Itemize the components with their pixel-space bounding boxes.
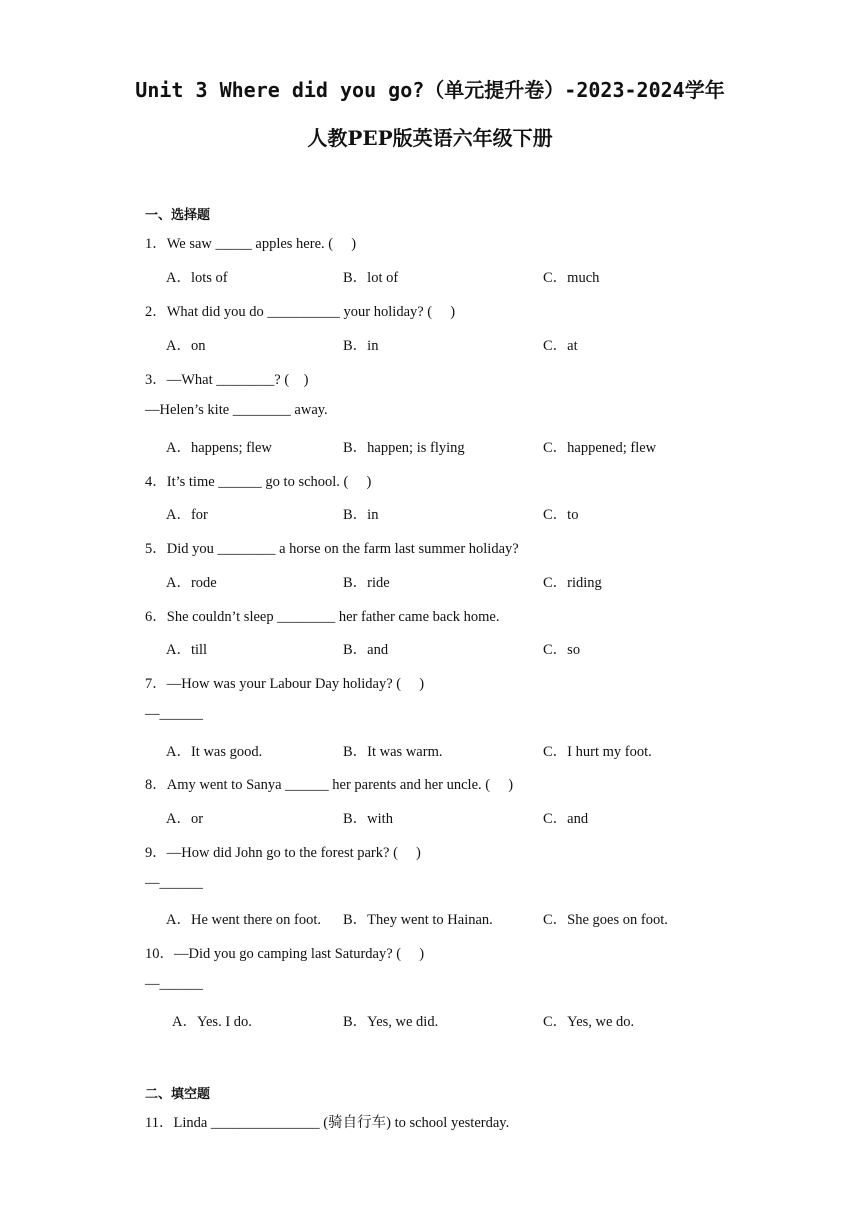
question-9-option-a[interactable]: A．He went there on foot. bbox=[166, 912, 322, 928]
question-1-option-c[interactable]: C．much bbox=[543, 270, 600, 286]
question-5-option-a[interactable]: A．rode bbox=[166, 575, 217, 591]
question-4-option-c[interactable]: C．to bbox=[543, 507, 579, 523]
question-9-option-b[interactable]: B．They went to Hainan. bbox=[343, 912, 493, 928]
question-1-option-b[interactable]: B．lot of bbox=[343, 270, 399, 286]
question-4-stem: 4．It’s time ______ go to school. ( ) bbox=[145, 474, 372, 490]
question-8-option-c[interactable]: C．and bbox=[543, 811, 589, 827]
question-10-answer-blank: —______ bbox=[145, 976, 203, 992]
question-2-option-a[interactable]: A．on bbox=[166, 338, 206, 354]
question-10-option-a[interactable]: A．Yes. I do. bbox=[172, 1014, 252, 1030]
question-10-option-b[interactable]: B．Yes, we did. bbox=[343, 1014, 439, 1030]
question-1-option-a[interactable]: A．lots of bbox=[166, 270, 228, 286]
question-6-option-c[interactable]: C．so bbox=[543, 642, 581, 658]
question-11-suffix: (骑自行车) to school yesterday. bbox=[319, 1115, 510, 1131]
question-3-option-b[interactable]: B．happen; is flying bbox=[343, 440, 465, 456]
question-1-stem: 1．We saw _____ apples here. ( ) bbox=[145, 236, 357, 252]
question-5-option-b[interactable]: B．ride bbox=[343, 575, 390, 591]
question-3-option-a[interactable]: A．happens; flew bbox=[166, 440, 272, 456]
question-7-option-a[interactable]: A．It was good. bbox=[166, 744, 263, 760]
section-heading-choice: 一、选择题 bbox=[145, 208, 211, 223]
question-3-stem: 3．—What ________? ( ) bbox=[145, 372, 309, 388]
question-5-stem: 5．Did you ________ a horse on the farm last summer holiday? bbox=[145, 541, 519, 557]
question-2-option-c[interactable]: C．at bbox=[543, 338, 578, 354]
question-3-option-c[interactable]: C．happened; flew bbox=[543, 440, 657, 456]
document-title-line1: Unit 3 Where did you go?（单元提升卷）-2023-2024学年 bbox=[135, 78, 725, 102]
section-heading-fill-in: 二、填空题 bbox=[145, 1087, 211, 1102]
question-4-option-b[interactable]: B．in bbox=[343, 507, 379, 523]
question-10-option-c[interactable]: C．Yes, we do. bbox=[543, 1014, 635, 1030]
question-10-stem: 10．—Did you go camping last Saturday? ( ) bbox=[145, 946, 425, 962]
question-8-option-a[interactable]: A．or bbox=[166, 811, 204, 827]
document-title-line2: 人教PEP版英语六年级下册 bbox=[307, 126, 553, 150]
question-2-stem: 2．What did you do __________ your holiday? ( ) bbox=[145, 304, 456, 320]
question-9-answer-blank: —______ bbox=[145, 875, 203, 891]
question-8-stem: 8．Amy went to Sanya ______ her parents and her uncle. ( ) bbox=[145, 777, 514, 793]
question-7-option-b[interactable]: B．It was warm. bbox=[343, 744, 443, 760]
question-4-option-a[interactable]: A．for bbox=[166, 507, 208, 523]
question-9-option-c[interactable]: C．She goes on foot. bbox=[543, 912, 668, 928]
question-7-option-c[interactable]: C．I hurt my foot. bbox=[543, 744, 652, 760]
question-7-stem: 7．—How was your Labour Day holiday? ( ) bbox=[145, 676, 425, 692]
question-11 bbox=[145, 1111, 509, 1132]
question-11-prefix: 11．Linda bbox=[145, 1115, 211, 1131]
question-6-option-a[interactable]: A．till bbox=[166, 642, 208, 658]
question-6-option-b[interactable]: B．and bbox=[343, 642, 389, 658]
question-2-option-b[interactable]: B．in bbox=[343, 338, 379, 354]
question-9-stem: 9．—How did John go to the forest park? ( ) bbox=[145, 845, 421, 861]
question-7-answer-blank: —______ bbox=[145, 706, 203, 722]
question-3-dialogue: —Helen’s kite ________ away. bbox=[145, 402, 328, 418]
question-8-option-b[interactable]: B．with bbox=[343, 811, 393, 827]
question-6-stem: 6．She couldn’t sleep ________ her father came back home. bbox=[145, 609, 500, 625]
question-11-blank[interactable]: _______________ bbox=[210, 1115, 320, 1131]
question-5-option-c[interactable]: C．riding bbox=[543, 575, 602, 591]
